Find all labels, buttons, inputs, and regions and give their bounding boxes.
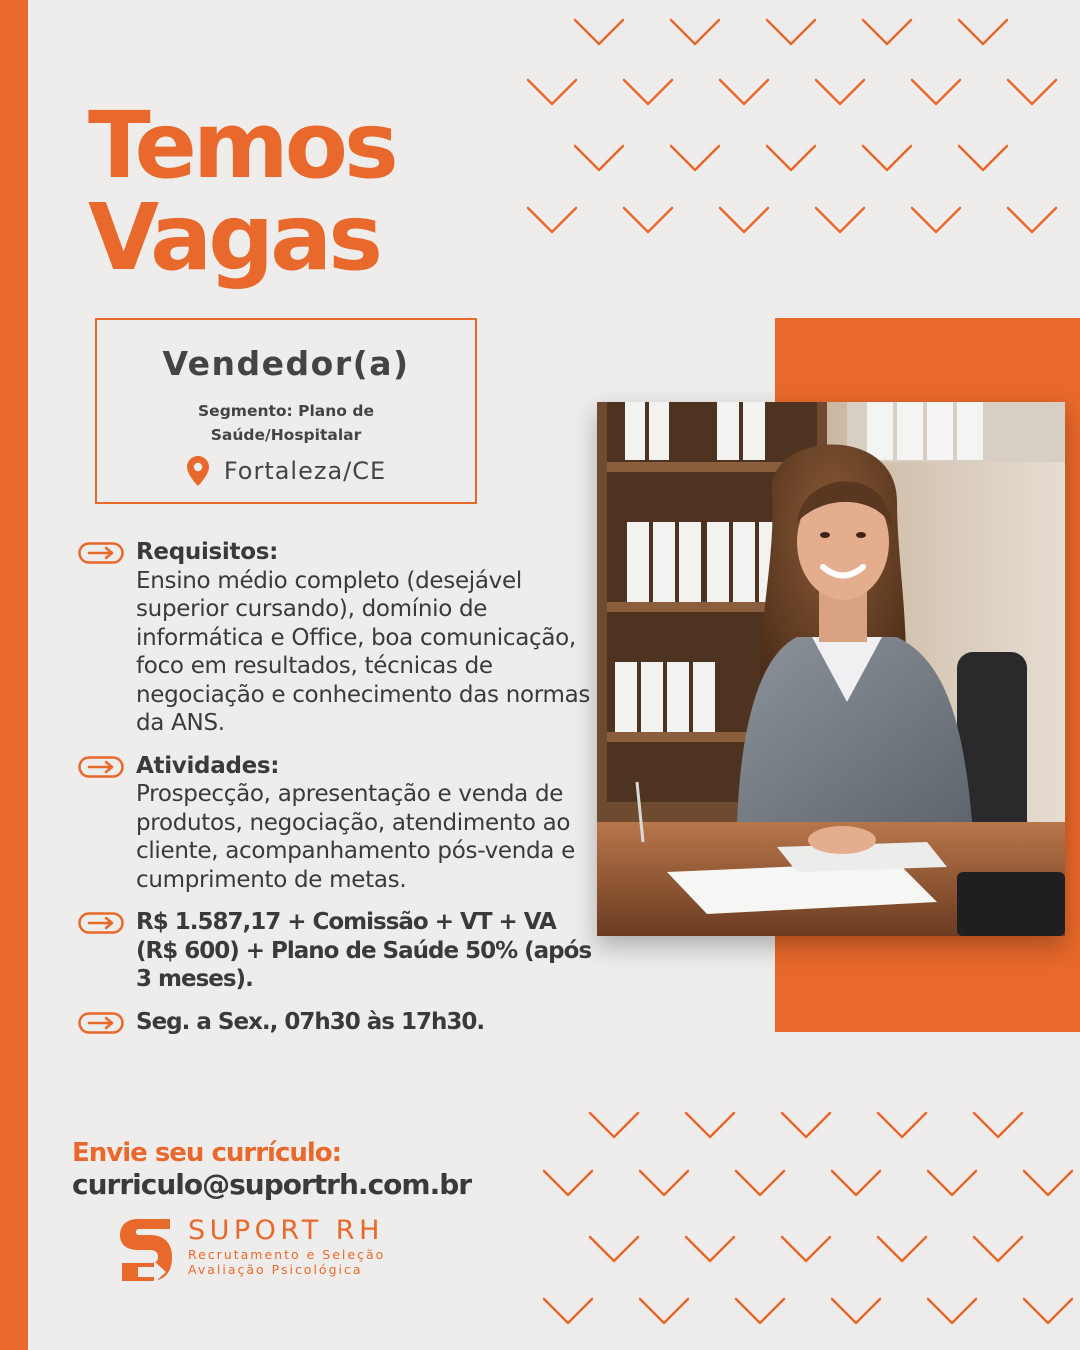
job-info-box <box>95 318 477 504</box>
brand-tagline-1: Recrutamento e Seleção <box>188 1247 386 1262</box>
headline <box>88 92 395 291</box>
headline-line-2: Vagas <box>88 184 379 291</box>
cta-email[interactable]: curriculo@suportrh.com.br <box>72 1168 472 1201</box>
photo-businesswoman <box>597 402 1065 936</box>
brand-logo <box>118 1215 385 1289</box>
job-title: Vendedor(a) <box>162 344 410 383</box>
logo-s-arrow-icon <box>118 1215 174 1289</box>
job-details-list <box>78 538 598 1050</box>
list-item-requisitos <box>78 538 598 738</box>
requisitos-text: Ensino médio completo (desejável superior cursando), domínio de informática e Office, boa comunicação, foco em resultados, técnicas de negociação e conhecimento das normas da ANS. <box>136 567 591 736</box>
list-item-atividades <box>78 752 598 895</box>
brand-name: SUPORT RH <box>188 1215 384 1246</box>
chevron-pattern-top <box>520 10 1080 250</box>
arrow-right-icon <box>78 542 124 564</box>
salario-text: R$ 1.587,17 + Comissão + VT + VA (R$ 600) + Plano de Saúde 50% (após 3 meses). <box>136 909 592 992</box>
atividades-heading: Atividades: <box>136 752 280 779</box>
horario-text: Seg. a Sex., 07h30 às 17h30. <box>136 1008 485 1035</box>
arrow-right-icon <box>78 756 124 778</box>
brand-tagline-2: Avaliação Psicológica <box>188 1262 363 1277</box>
job-location <box>97 455 475 487</box>
list-item-salario <box>78 908 598 994</box>
job-segment: Segmento: Plano de Saúde/Hospitalar <box>198 402 374 444</box>
job-location-text: Fortaleza/CE <box>223 457 387 485</box>
atividades-text: Prospecção, apresentação e venda de produtos, negociação, atendimento ao cliente, acompanhamento pós-venda e cumprimento de metas. <box>136 781 575 893</box>
cta-label: Envie seu currículo: <box>72 1138 342 1168</box>
headline-line-1: Temos <box>88 92 395 199</box>
requisitos-heading: Requisitos: <box>136 539 278 565</box>
location-pin-icon <box>186 455 210 487</box>
list-item-horario <box>78 1008 598 1037</box>
left-accent-stripe <box>0 0 28 1350</box>
arrow-right-icon <box>78 1012 124 1034</box>
chevron-pattern-bottom <box>540 1105 1080 1345</box>
arrow-right-icon <box>78 912 124 934</box>
